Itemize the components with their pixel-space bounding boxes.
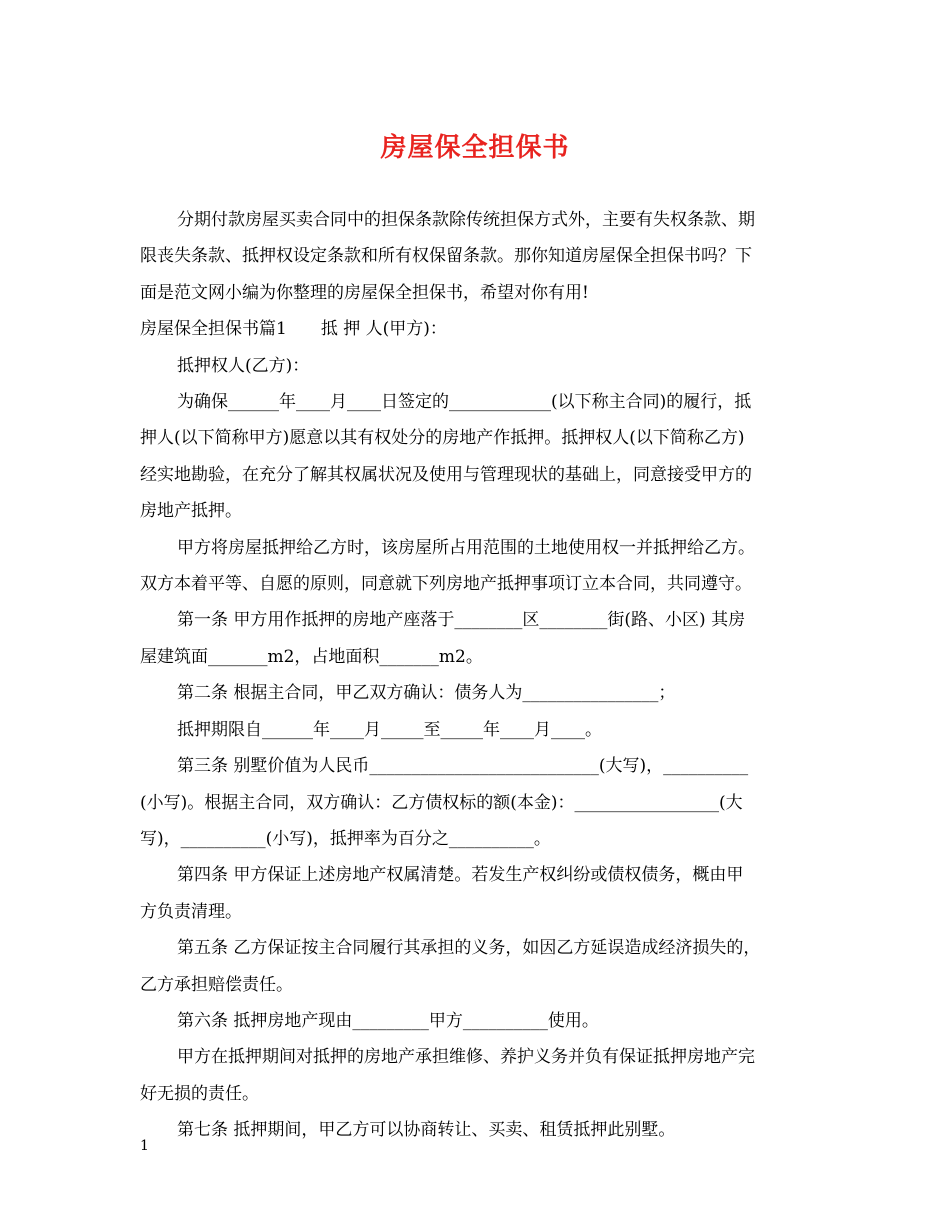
text-line: 甲方将房屋抵押给乙方时，该房屋所占用范围的土地使用权一并抵押给乙方。 [177, 537, 755, 558]
clause-line: 第七条 抵押期间，甲乙方可以协商转让、买卖、租赁抵押此别墅。 [177, 1120, 676, 1141]
text-line: 双方本着平等、自愿的原则，同意就下列房地产抵押事项订立本合同，共同遵守。 [140, 574, 752, 595]
document-title: 房屋保全担保书 [380, 133, 570, 163]
clause-line: 第二条 根据主合同，甲乙双方确认：债务人为________________； [177, 683, 676, 704]
section-heading-line: 房屋保全担保书篇1 抵 押 人(甲方)： [140, 319, 447, 340]
clause-line: 第六条 抵押房地产现由_________甲方__________使用。 [177, 1010, 599, 1031]
text-line: 甲方在抵押期间对抵押的房地产承担维修、养护义务并负有保证抵押房地产完 [177, 1047, 755, 1068]
clause-line: 第三条 别墅价值为人民币___________________________(大写)，__________ [177, 756, 749, 777]
clause-line: 第五条 乙方保证按主合同履行其承担的义务，如因乙方延误造成经济损失的， [177, 938, 761, 959]
text-line: 为确保______年____月____日签定的____________(以下称主合同)的履行，抵 [177, 392, 752, 413]
text-line: (小写)。根据主合同，双方确认：乙方债权标的额(本金)：_________________(大 [140, 792, 743, 813]
text-line: 屋建筑面_______m2，占地面积_______m2。 [140, 646, 483, 667]
text-line: 经实地勘验，在充分了解其权属状况及使用与管理现状的基础上，同意接受甲方的 [140, 464, 752, 485]
text-line: 方负责清理。 [140, 901, 242, 922]
text-line: 面是范文网小编为你整理的房屋保全担保书，希望对你有用! [140, 282, 589, 303]
text-line: 限丧失条款、抵押权设定条款和所有权保留条款。那你知道房屋保全担保书吗？下 [140, 246, 752, 267]
text-line: 写)，__________(小写)，抵押率为百分之__________。 [140, 828, 551, 849]
text-line: 抵押权人(乙方)： [177, 355, 310, 376]
text-line: 房地产抵押。 [140, 501, 242, 522]
text-line: 好无损的责任。 [140, 1083, 259, 1104]
text-line: 分期付款房屋买卖合同中的担保条款除传统担保方式外，主要有失权条款、期 [177, 210, 755, 230]
document-body [140, 202, 820, 1149]
clause-line: 第四条 甲方保证上述房地产权属清楚。若发生产权纠纷或债权债务，概由甲 [177, 865, 744, 886]
clause-line: 第一条 甲方用作抵押的房地产座落于________区________街(路、小区) 其房 [177, 610, 746, 631]
text-line: 乙方承担赔偿责任。 [140, 974, 293, 995]
page-number: 1 [140, 1138, 149, 1154]
text-line: 押人(以下简称甲方)愿意以其有权处分的房地产作抵押。抵押权人(以下简称乙方) [140, 428, 745, 449]
text-line: 抵押期限自______年____月_____至_____年____月____。 [177, 719, 602, 740]
